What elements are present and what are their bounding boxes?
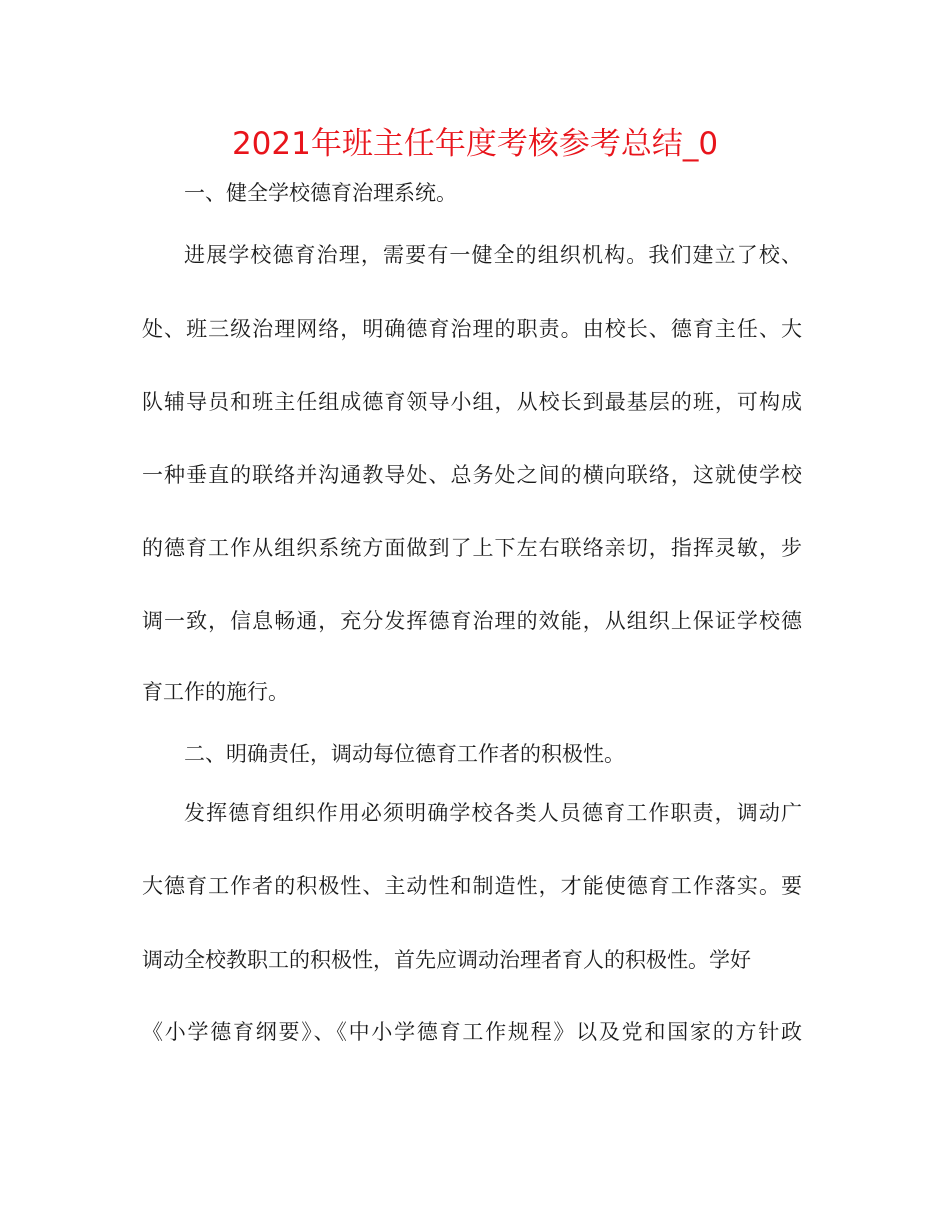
paragraph-line: 育工作的施行。 xyxy=(142,680,289,704)
paragraph-line: 大德育工作者的积极性、主动性和制造性，才能使德育工作落实。要 xyxy=(142,874,802,898)
paragraph-line: 一种垂直的联络并沟通教导处、总务处之间的横向联络，这就使学校 xyxy=(142,463,802,487)
paragraph-line: 《小学德育纲要》、《中小学德育工作规程》以及党和国家的方针政 xyxy=(142,1020,802,1044)
section-heading-1: 一、健全学校德育治理系统。 xyxy=(184,181,457,205)
paragraph-line: 处、班三级治理网络，明确德育治理的职责。由校长、德育主任、大 xyxy=(142,317,802,341)
paragraph-line: 队辅导员和班主任组成德育领导小组，从校长到最基层的班，可构成 xyxy=(142,390,802,414)
paragraph-line: 进展学校德育治理，需要有一健全的组织机构。我们建立了校、 xyxy=(184,243,802,267)
paragraph-line: 发挥德育组织作用必须明确学校各类人员德育工作职责，调动广 xyxy=(184,801,802,825)
section-heading-2: 二、明确责任，调动每位德育工作者的积极性。 xyxy=(184,742,625,766)
paragraph-line: 的德育工作从组织系统方面做到了上下左右联络亲切，指挥灵敏，步 xyxy=(142,536,802,560)
document-title: 2021年班主任年度考核参考总结_0 xyxy=(231,126,719,162)
paragraph-line: 调动全校教职工的积极性，首先应调动治理者育人的积极性。学好 xyxy=(142,948,751,972)
paragraph-line: 调一致，信息畅通，充分发挥德育治理的效能，从组织上保证学校德 xyxy=(142,609,802,633)
